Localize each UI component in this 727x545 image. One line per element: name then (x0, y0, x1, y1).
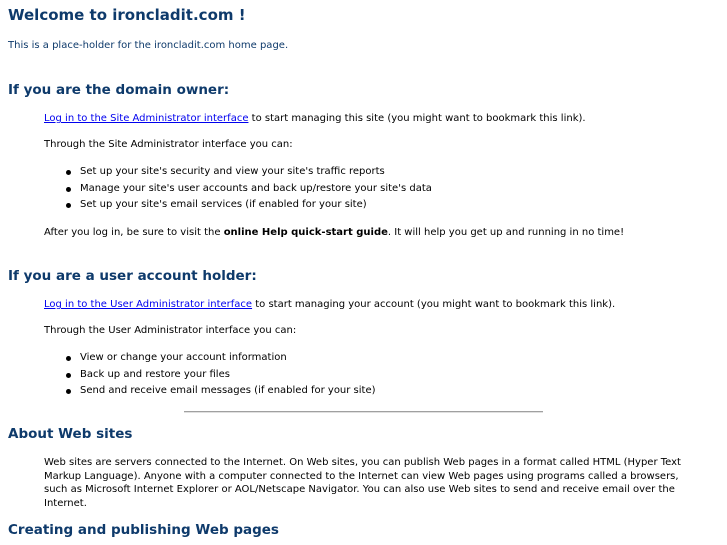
list-item: View or change your account information (80, 350, 376, 367)
user-admin-login-link[interactable]: Log in to the User Administrator interface (44, 299, 253, 310)
page-subtitle: This is a place-holder for the ironcladit.com home page. (8, 40, 289, 51)
list-item: Set up your site's security and view your site's traffic reports (80, 164, 432, 181)
user-feature-list (44, 350, 376, 400)
user-login-rest: to start managing your account (you might want to bookmark this link). (252, 299, 616, 310)
after-login-suffix: . It will help you get up and running in no time! (387, 227, 625, 238)
about-heading: About Web sites (8, 426, 133, 442)
owner-through-text: Through the Site Administrator interface you can: (44, 139, 293, 150)
page-title: Welcome to ironcladit.com ! (8, 6, 246, 24)
owner-heading: If you are the domain owner: (8, 82, 230, 98)
list-item: Manage your site's user accounts and back up/restore your site's data (80, 181, 432, 198)
list-item: Back up and restore your files (80, 367, 376, 384)
about-text: Web sites are servers connected to the Internet. On Web sites, you can publish Web pages in a format called HTML (Hyper Text Markup Language). Anyone with a computer connected to the Internet can view Web pages using programs called a browsers, such as Microsoft Internet Explorer or AOL/Netscape Navigator. You can also use Web sites to send and receive email over the Internet. (44, 457, 681, 509)
help-guide-label: online Help quick-start guide (223, 227, 388, 238)
user-login-paragraph (44, 298, 615, 312)
owner-login-rest: to start managing this site (you might want to bookmark this link). (248, 113, 586, 124)
user-through-text: Through the User Administrator interface you can: (44, 325, 297, 336)
list-item: Send and receive email messages (if enabled for your site) (80, 383, 376, 400)
user-heading: If you are a user account holder: (8, 268, 257, 284)
section-divider (184, 411, 543, 413)
owner-after-login-text (44, 226, 624, 240)
list-item: Set up your site's email services (if enabled for your site) (80, 197, 432, 214)
site-admin-login-link[interactable]: Log in to the Site Administrator interface (44, 113, 249, 124)
owner-login-paragraph (44, 112, 586, 126)
after-login-prefix: After you log in, be sure to visit the (44, 227, 224, 238)
owner-feature-list (44, 164, 432, 214)
publishing-heading: Creating and publishing Web pages (8, 522, 279, 538)
